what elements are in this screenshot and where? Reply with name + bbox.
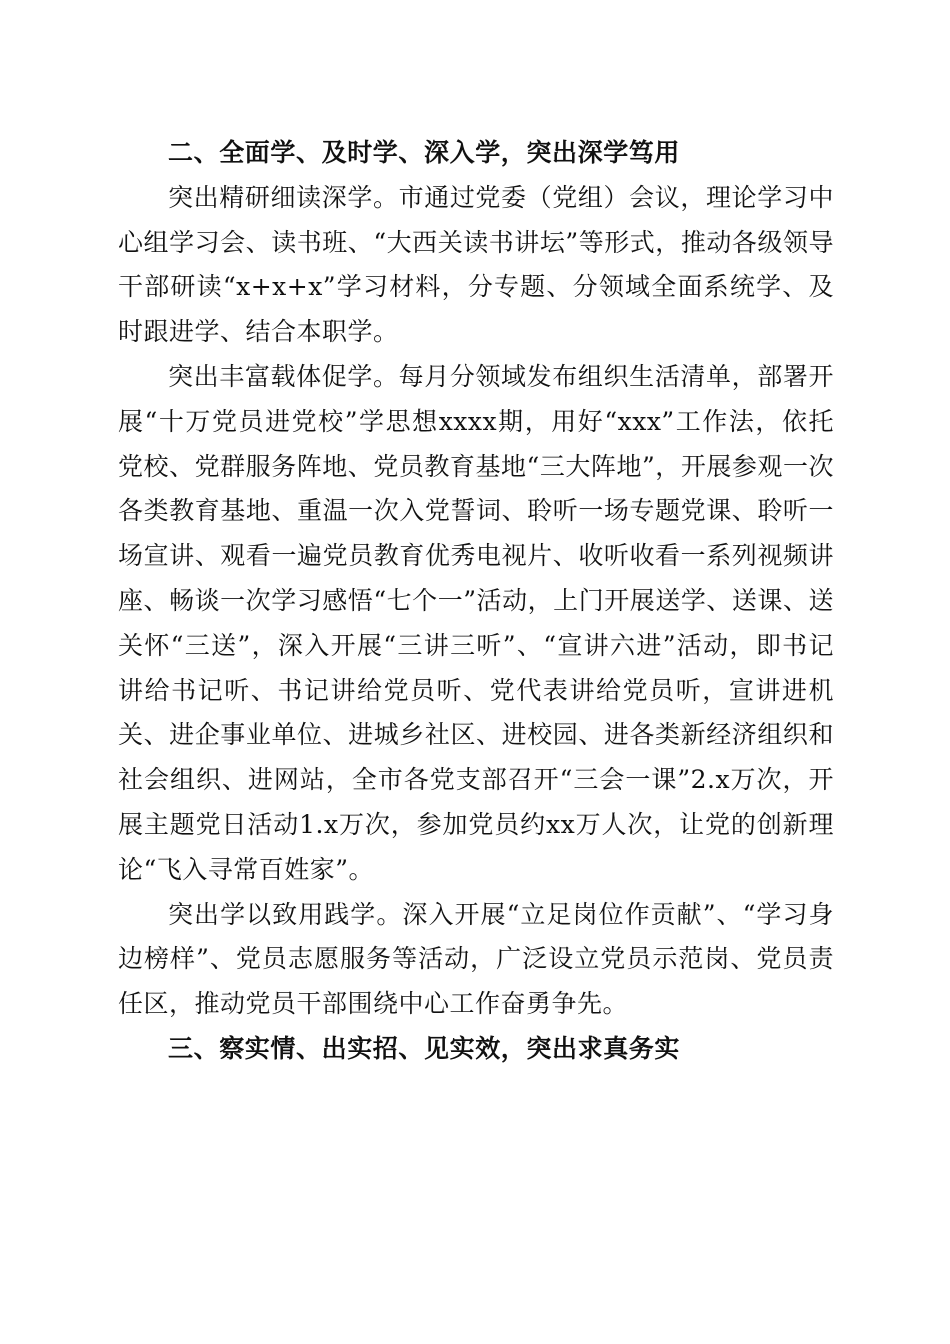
document-body: [118, 131, 834, 1072]
paragraph-in-depth-study: 突出精研细读深学。市通过党委（党组）会议，理论学习中心组学习会、读书班、“大西关读书讲坛”等形式，推动各级领导干部研读“x+x+x”学习材料，分专题、分领域全面系统学、及时跟进学、结合本职学。: [118, 182, 834, 347]
paragraph-rich-carriers: 突出丰富载体促学。每月分领域发布组织生活清单，部署开展“十万党员进党校”学思想xxxx期，用好“xxx”工作法，依托党校、党群服务阵地、党员教育基地“三大阵地”，开展参观一次各类教育基地、重温一次入党誓词、聆听一场专题党课、聆听一场宣讲、观看一遍党员教育优秀电视片、收听收看一系列视频讲座、畅谈一次学习感悟“七个一”活动，上门开展送学、送课、送关怀“三送”，深入开展“三讲三听”、“宣讲六进”活动，即书记讲给书记听、书记讲给党员听、党代表讲给党员听，宣讲进机关、进企事业单位、进城乡社区、进校园、进各类新经济组织和社会组织、进网站，全市各党支部召开“三会一课”2.x万次，开展主题党日活动1.x万次，参加党员约xx万人次，让党的创新理论“飞入寻常百姓家”。: [118, 361, 834, 884]
paragraph-apply-learning: 突出学以致用践学。深入开展“立足岗位作贡献”、“学习身边榜样”、党员志愿服务等活动，广泛设立党员示范岗、党员责任区，推动党员干部围绕中心工作奋勇争先。: [118, 899, 834, 1019]
section-three-heading: 三、察实情、出实招、见实效，突出求真务实: [168, 1033, 681, 1063]
section-two-heading: 二、全面学、及时学、深入学，突出深学笃用: [168, 138, 681, 167]
